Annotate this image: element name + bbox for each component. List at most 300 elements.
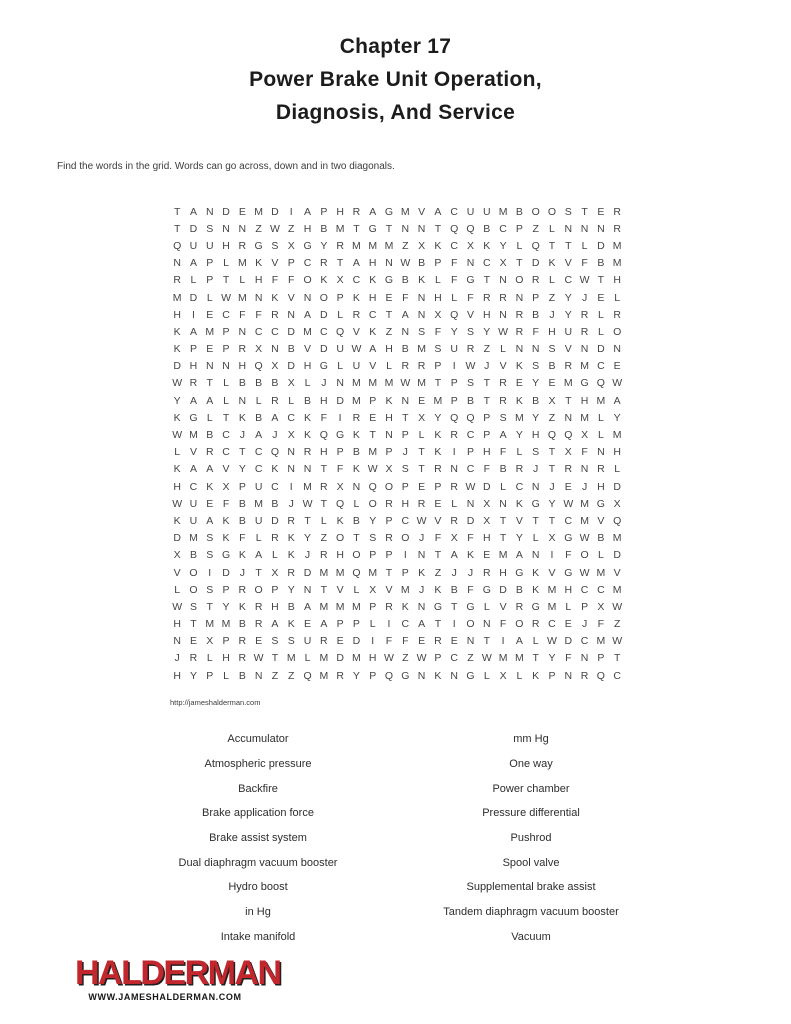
grid-letter: O: [515, 618, 524, 631]
grid-letter: K: [532, 669, 540, 682]
grid-letter: P: [401, 429, 409, 442]
grid-letter: D: [613, 480, 621, 493]
grid-letter: R: [271, 394, 279, 407]
grid-letter: T: [434, 222, 442, 235]
grid-letter: R: [580, 325, 589, 338]
word-list-item: Pushrod: [510, 832, 552, 845]
grid-letter: Y: [173, 394, 181, 407]
grid-letter: P: [206, 274, 214, 287]
grid-letter: K: [173, 463, 181, 476]
grid-letter: A: [369, 205, 377, 218]
grid-letter: O: [515, 274, 524, 287]
grid-letter: C: [401, 514, 410, 527]
grid-letter: X: [434, 308, 442, 321]
grid-letter: W: [172, 429, 183, 442]
grid-letter: C: [564, 274, 573, 287]
grid-letter: R: [189, 377, 198, 390]
grid-letter: H: [385, 411, 393, 424]
grid-letter: P: [466, 446, 474, 459]
grid-letter: L: [190, 274, 197, 287]
page-title: [0, 30, 791, 129]
grid-letter: Q: [547, 429, 557, 442]
grid-letter: D: [287, 325, 296, 338]
grid-letter: K: [434, 446, 442, 459]
grid-letter: Q: [531, 239, 540, 252]
grid-letter: B: [450, 583, 458, 596]
grid-letter: T: [173, 222, 181, 235]
grid-letter: R: [499, 377, 507, 390]
grid-letter: W: [367, 463, 378, 476]
grid-letter: A: [271, 411, 279, 424]
grid-letter: V: [287, 291, 295, 304]
grid-letter: C: [271, 325, 279, 338]
grid-letter: J: [272, 429, 278, 442]
grid-letter: H: [434, 291, 442, 304]
grid-letter: J: [418, 583, 425, 596]
grid-letter: T: [581, 205, 588, 218]
grid-letter: N: [499, 497, 507, 510]
grid-letter: O: [336, 532, 345, 545]
grid-letter: E: [206, 497, 214, 510]
grid-letter: M: [286, 652, 296, 665]
grid-letter: H: [173, 480, 181, 493]
grid-letter: S: [532, 446, 540, 459]
grid-letter: I: [452, 360, 456, 373]
grid-letter: L: [337, 360, 344, 373]
word-list-item: in Hg: [245, 906, 271, 919]
grid-letter: M: [335, 566, 345, 579]
grid-letter: F: [581, 257, 588, 270]
grid-letter: N: [287, 308, 296, 321]
grid-letter: X: [173, 549, 181, 562]
grid-letter: R: [336, 669, 344, 682]
logo-text: HALDERMAN: [75, 954, 281, 992]
grid-letter: K: [434, 669, 442, 682]
grid-row: [169, 203, 625, 220]
grid-letter: X: [287, 377, 295, 390]
grid-letter: C: [580, 635, 589, 648]
grid-letter: J: [451, 566, 457, 579]
grid-letter: R: [531, 274, 540, 287]
grid-letter: L: [174, 583, 181, 596]
grid-letter: X: [418, 239, 426, 252]
grid-row: [169, 547, 625, 564]
grid-row: [169, 444, 625, 461]
grid-letter: N: [287, 463, 296, 476]
grid-letter: T: [385, 566, 393, 579]
grid-letter: L: [614, 463, 621, 476]
grid-letter: J: [581, 291, 588, 304]
grid-letter: Q: [336, 325, 345, 338]
grid-letter: G: [303, 239, 312, 252]
grid-letter: L: [532, 635, 539, 648]
grid-letter: W: [465, 480, 476, 493]
grid-letter: F: [402, 291, 409, 304]
grid-letter: T: [336, 257, 344, 270]
grid-letter: I: [289, 480, 293, 493]
grid-letter: B: [515, 205, 523, 218]
grid-letter: E: [564, 618, 572, 631]
grid-letter: L: [386, 360, 392, 373]
grid-letter: Y: [483, 325, 491, 338]
grid-letter: Z: [320, 532, 328, 545]
grid-letter: L: [206, 291, 213, 304]
grid-letter: B: [418, 257, 426, 270]
grid-letter: F: [336, 463, 344, 476]
grid-letter: R: [352, 308, 361, 321]
grid-letter: H: [482, 532, 491, 545]
grid-letter: P: [336, 291, 344, 304]
grid-letter: R: [385, 532, 393, 545]
grid-letter: A: [434, 205, 442, 218]
grid-letter: T: [206, 377, 213, 390]
grid-letter: N: [401, 325, 410, 338]
grid-letter: K: [352, 291, 360, 304]
grid-letter: Y: [613, 411, 621, 424]
grid-letter: B: [548, 360, 556, 373]
grid-letter: N: [238, 222, 247, 235]
grid-letter: D: [222, 566, 230, 579]
grid-letter: G: [384, 205, 394, 218]
grid-letter: R: [352, 411, 361, 424]
grid-letter: L: [597, 308, 604, 321]
grid-letter: N: [385, 257, 393, 270]
grid-letter: N: [303, 583, 312, 596]
grid-letter: B: [532, 308, 540, 321]
grid-letter: C: [613, 669, 621, 682]
grid-letter: K: [532, 566, 540, 579]
grid-letter: P: [434, 480, 442, 493]
grid-letter: U: [303, 635, 312, 648]
grid-letter: R: [434, 463, 442, 476]
grid-letter: H: [482, 308, 491, 321]
grid-letter: K: [238, 411, 246, 424]
grid-letter: A: [352, 257, 360, 270]
grid-letter: F: [467, 532, 474, 545]
grid-letter: D: [173, 360, 181, 373]
grid-letter: P: [271, 583, 279, 596]
grid-letter: B: [499, 463, 507, 476]
grid-letter: U: [205, 239, 214, 252]
grid-letter: M: [596, 566, 606, 579]
grid-letter: W: [400, 377, 411, 390]
grid-letter: O: [401, 532, 410, 545]
grid-letter: F: [565, 652, 572, 665]
grid-letter: M: [352, 239, 361, 252]
grid-letter: X: [499, 669, 507, 682]
grid-letter: A: [189, 325, 197, 338]
grid-row: [169, 581, 625, 598]
grid-letter: F: [239, 532, 246, 545]
grid-letter: L: [272, 549, 278, 562]
grid-row: [169, 375, 625, 392]
grid-letter: I: [452, 446, 456, 459]
grid-letter: C: [548, 618, 556, 631]
grid-letter: Q: [368, 480, 377, 493]
grid-letter: M: [319, 600, 329, 613]
grid-letter: R: [254, 600, 263, 613]
grid-letter: E: [515, 377, 523, 390]
grid-letter: N: [466, 497, 475, 510]
grid-letter: N: [499, 274, 507, 287]
grid-letter: O: [319, 291, 328, 304]
grid-letter: M: [205, 618, 215, 631]
grid-letter: K: [483, 239, 491, 252]
grid-letter: M: [547, 583, 557, 596]
grid-letter: C: [320, 325, 328, 338]
grid-letter: F: [499, 618, 507, 631]
grid-letter: R: [482, 566, 491, 579]
logo-website: WWW.JAMESHALDERMAN.COM: [88, 992, 242, 1002]
grid-letter: S: [548, 343, 556, 356]
grid-letter: F: [255, 308, 262, 321]
grid-letter: T: [385, 222, 393, 235]
grid-letter: Z: [467, 652, 474, 665]
grid-letter: W: [579, 566, 590, 579]
grid-letter: N: [580, 652, 589, 665]
grid-letter: D: [531, 257, 540, 270]
grid-letter: H: [320, 394, 328, 407]
grid-letter: Y: [515, 532, 523, 545]
grid-letter: H: [336, 549, 344, 562]
instructions-text: Find the words in the grid. Words can go across, down and in two diagonals.: [57, 161, 395, 172]
grid-letter: M: [368, 446, 378, 459]
grid-letter: L: [320, 514, 327, 527]
grid-letter: R: [271, 308, 279, 321]
grid-letter: M: [417, 343, 426, 356]
grid-letter: D: [466, 514, 475, 527]
grid-letter: B: [352, 446, 360, 459]
grid-letter: T: [222, 274, 230, 287]
word-list-item: Vacuum: [511, 930, 551, 943]
grid-letter: F: [483, 463, 490, 476]
grid-letter: D: [303, 566, 312, 579]
grid-letter: A: [271, 618, 279, 631]
grid-letter: M: [612, 429, 622, 442]
grid-letter: K: [385, 394, 393, 407]
grid-letter: H: [564, 583, 573, 596]
grid-letter: O: [189, 566, 198, 579]
grid-letter: K: [532, 583, 540, 596]
grid-letter: W: [498, 325, 509, 338]
grid-letter: O: [547, 205, 557, 218]
grid-letter: B: [189, 549, 197, 562]
grid-letter: N: [531, 480, 540, 493]
word-search-grid: [169, 203, 625, 684]
grid-letter: G: [515, 566, 524, 579]
grid-letter: W: [416, 514, 427, 527]
grid-letter: T: [369, 429, 376, 442]
grid-letter: W: [481, 652, 492, 665]
grid-letter: Q: [336, 497, 345, 510]
grid-letter: R: [238, 343, 247, 356]
grid-letter: F: [467, 583, 474, 596]
grid-letter: Q: [466, 222, 475, 235]
grid-letter: M: [580, 514, 589, 527]
grid-letter: F: [320, 411, 328, 424]
grid-letter: A: [304, 308, 312, 321]
grid-letter: N: [613, 343, 621, 356]
grid-letter: C: [287, 411, 296, 424]
grid-letter: B: [206, 429, 214, 442]
word-list-item: One way: [509, 758, 553, 771]
grid-letter: O: [303, 274, 312, 287]
grid-letter: O: [189, 583, 198, 596]
grid-letter: L: [516, 446, 523, 459]
grid-letter: R: [254, 618, 263, 631]
grid-letter: P: [369, 600, 377, 613]
grid-letter: G: [531, 497, 540, 510]
grid-letter: J: [549, 480, 555, 493]
grid-letter: P: [222, 583, 230, 596]
grid-letter: S: [401, 463, 409, 476]
title-line-3: Diagnosis, And Service: [275, 101, 516, 124]
grid-letter: M: [515, 652, 524, 665]
grid-letter: A: [515, 549, 523, 562]
grid-letter: P: [434, 652, 442, 665]
grid-letter: O: [368, 497, 377, 510]
grid-letter: M: [612, 583, 622, 596]
grid-letter: T: [548, 514, 556, 527]
grid-letter: F: [239, 308, 246, 321]
grid-letter: X: [450, 532, 458, 545]
grid-letter: T: [548, 446, 556, 459]
grid-letter: M: [352, 394, 361, 407]
grid-letter: M: [189, 429, 198, 442]
grid-letter: T: [565, 394, 572, 407]
grid-letter: V: [222, 463, 230, 476]
grid-letter: C: [189, 480, 198, 493]
grid-letter: A: [189, 463, 197, 476]
grid-letter: M: [352, 600, 361, 613]
grid-row: [169, 289, 625, 306]
grid-letter: L: [174, 446, 181, 459]
grid-letter: S: [532, 360, 540, 373]
grid-letter: N: [254, 291, 263, 304]
grid-letter: M: [319, 566, 329, 579]
word-list-item: Intake manifold: [220, 930, 296, 943]
grid-letter: Z: [288, 669, 295, 682]
grid-letter: R: [205, 446, 214, 459]
grid-letter: C: [254, 446, 263, 459]
grid-letter: L: [597, 549, 604, 562]
grid-letter: W: [172, 377, 183, 390]
grid-letter: R: [499, 394, 507, 407]
grid-letter: K: [287, 549, 295, 562]
grid-letter: P: [581, 600, 589, 613]
grid-letter: E: [548, 377, 556, 390]
grid-letter: S: [271, 239, 279, 252]
grid-letter: T: [271, 652, 279, 665]
grid-letter: W: [612, 600, 623, 613]
grid-letter: M: [335, 600, 345, 613]
grid-letter: U: [189, 239, 198, 252]
grid-letter: E: [597, 205, 605, 218]
grid-letter: K: [173, 411, 181, 424]
grid-letter: N: [450, 669, 458, 682]
grid-letter: T: [483, 274, 490, 287]
grid-letter: M: [580, 497, 589, 510]
grid-letter: Z: [548, 291, 556, 304]
grid-letter: S: [434, 343, 442, 356]
grid-letter: L: [483, 600, 490, 613]
grid-letter: L: [597, 411, 604, 424]
grid-letter: L: [223, 669, 229, 682]
grid-letter: W: [302, 497, 313, 510]
grid-letter: M: [237, 257, 247, 270]
grid-letter: K: [173, 325, 181, 338]
grid-letter: V: [499, 360, 507, 373]
grid-letter: W: [416, 652, 427, 665]
grid-letter: T: [483, 635, 490, 648]
grid-row: [169, 220, 625, 237]
grid-letter: R: [515, 325, 524, 338]
grid-letter: K: [515, 497, 523, 510]
grid-letter: K: [548, 257, 556, 270]
grid-letter: X: [548, 532, 556, 545]
grid-letter: D: [287, 360, 296, 373]
grid-letter: C: [466, 429, 475, 442]
grid-letter: S: [466, 377, 474, 390]
grid-letter: R: [303, 446, 312, 459]
grid-letter: R: [564, 360, 573, 373]
grid-letter: V: [597, 514, 605, 527]
grid-letter: B: [532, 394, 540, 407]
grid-letter: S: [499, 411, 507, 424]
grid-letter: I: [371, 635, 375, 648]
grid-letter: Q: [319, 429, 328, 442]
grid-letter: W: [612, 377, 623, 390]
grid-letter: K: [369, 274, 377, 287]
grid-letter: L: [500, 480, 506, 493]
grid-letter: S: [206, 549, 214, 562]
grid-letter: Y: [548, 497, 556, 510]
grid-letter: G: [221, 549, 231, 562]
grid-letter: P: [222, 635, 230, 648]
grid-letter: B: [597, 532, 605, 545]
grid-letter: N: [238, 325, 247, 338]
grid-letter: K: [255, 257, 263, 270]
grid-letter: N: [466, 257, 475, 270]
grid-letter: P: [434, 360, 442, 373]
grid-letter: F: [532, 325, 539, 338]
grid-letter: N: [238, 394, 247, 407]
grid-letter: B: [271, 377, 279, 390]
grid-letter: D: [482, 480, 491, 493]
grid-row: [169, 633, 625, 650]
grid-letter: G: [466, 274, 475, 287]
grid-letter: J: [533, 463, 539, 476]
grid-letter: N: [580, 222, 589, 235]
grid-letter: R: [401, 360, 410, 373]
grid-letter: E: [304, 618, 312, 631]
grid-letter: C: [515, 480, 524, 493]
grid-letter: L: [581, 239, 588, 252]
grid-letter: T: [499, 514, 507, 527]
grid-letter: C: [450, 205, 458, 218]
grid-letter: Y: [532, 411, 540, 424]
grid-letter: P: [385, 446, 393, 459]
grid-letter: J: [549, 308, 555, 321]
grid-letter: W: [253, 652, 264, 665]
grid-letter: H: [482, 446, 491, 459]
grid-letter: Q: [450, 308, 459, 321]
grid-letter: N: [417, 549, 426, 562]
grid-letter: V: [548, 566, 556, 579]
grid-letter: O: [384, 480, 394, 493]
grid-letter: N: [222, 222, 230, 235]
grid-letter: H: [368, 257, 377, 270]
